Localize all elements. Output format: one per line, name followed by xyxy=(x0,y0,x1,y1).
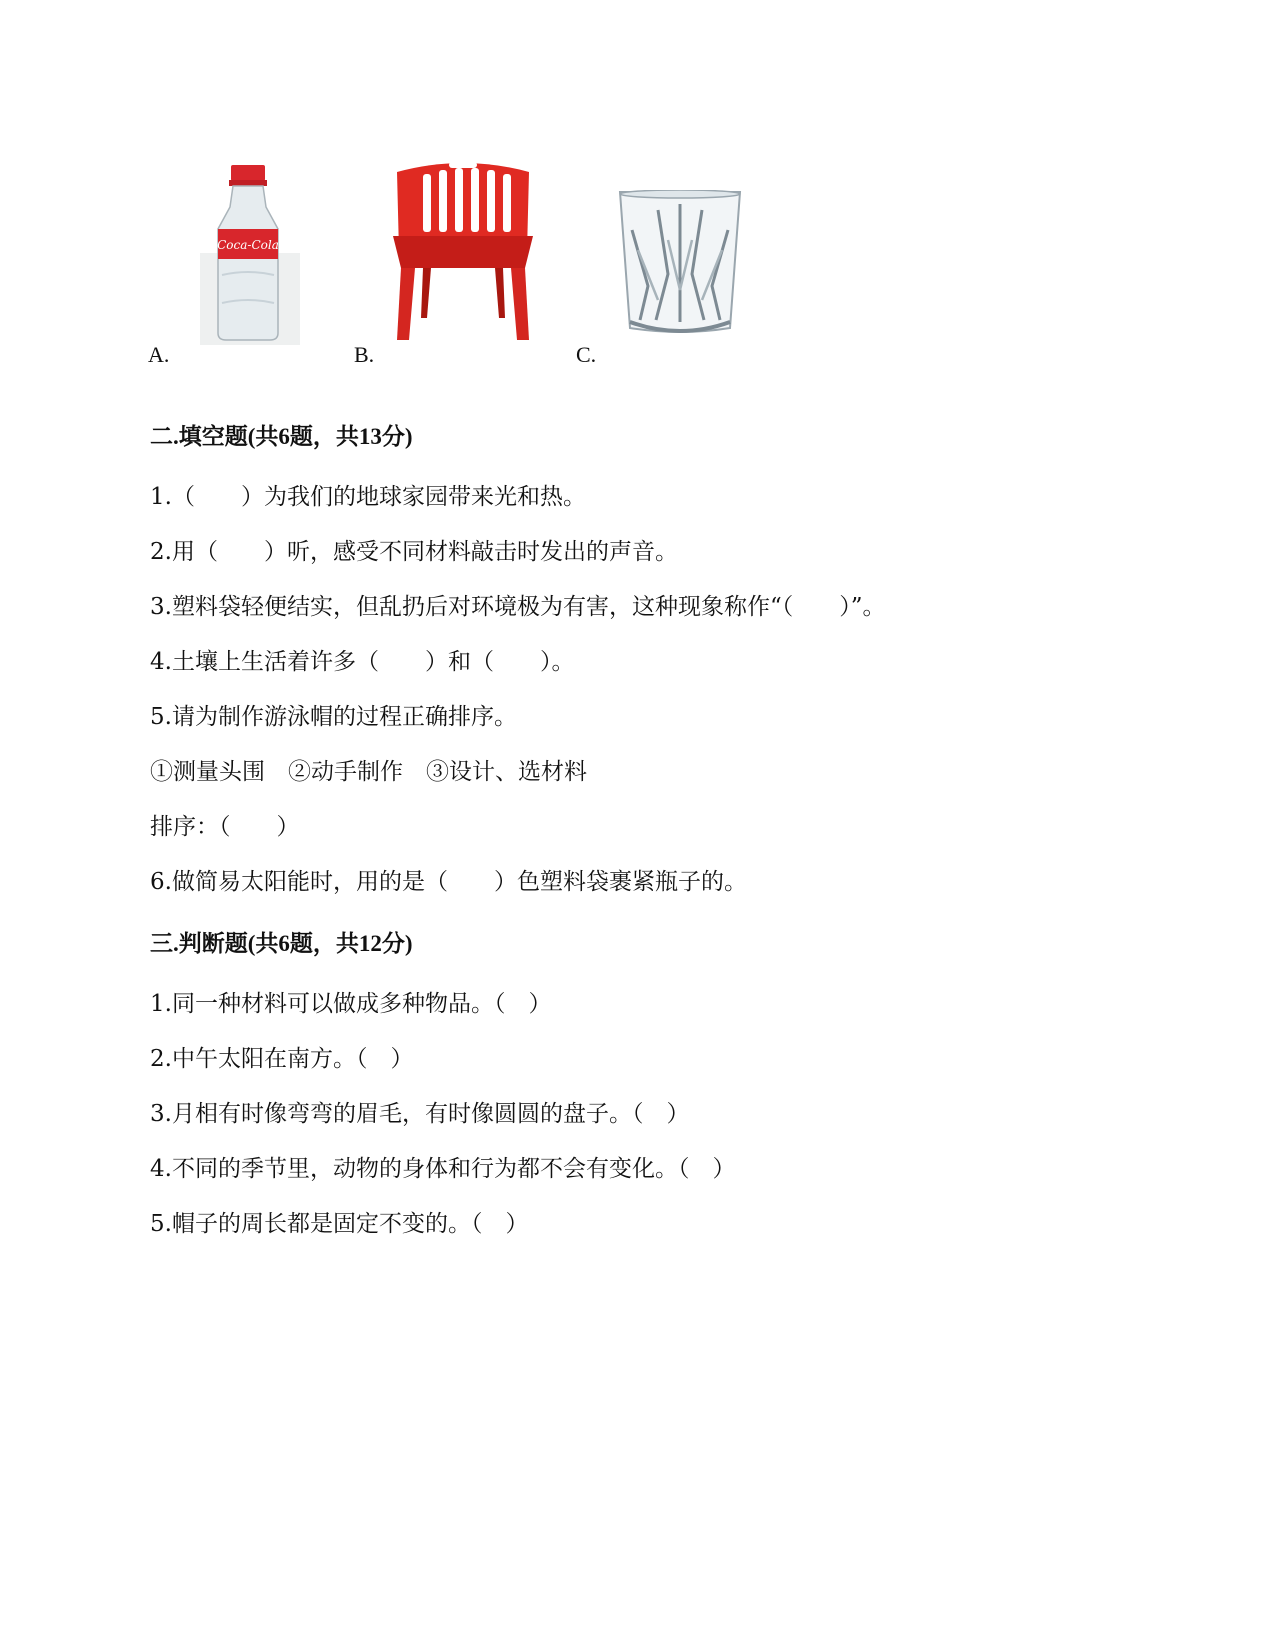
section-2-title: 二.填空题(共6题，共13分) xyxy=(150,424,413,449)
fill-question-6: 6.做简易太阳能时，用的是（ ）色塑料袋裹紧瓶子的。 xyxy=(150,869,747,895)
fill-question-5-steps: ①测量头围 ②动手制作 ③设计、选材料 xyxy=(150,759,587,785)
plastic-chair-image xyxy=(393,160,533,345)
fill-question-1: 1.（ ）为我们的地球家园带来光和热。 xyxy=(150,484,586,510)
option-c-label: C. xyxy=(576,342,597,367)
judge-question-2: 2.中午太阳在南方。（ ） xyxy=(150,1046,414,1072)
glass-cup-image xyxy=(618,190,742,340)
bottle-brand-logo: Coca-Cola xyxy=(217,238,279,252)
plastic-bottle-image xyxy=(200,165,300,345)
fill-question-5: 5.请为制作游泳帽的过程正确排序。 xyxy=(150,704,517,730)
judge-question-4: 4.不同的季节里，动物的身体和行为都不会有变化。（ ） xyxy=(150,1156,736,1182)
fill-question-2: 2.用（ ）听，感受不同材料敲击时发出的声音。 xyxy=(150,539,678,565)
judge-question-3: 3.月相有时像弯弯的眉毛，有时像圆圆的盘子。（ ） xyxy=(150,1101,690,1127)
option-a-label: A. xyxy=(148,342,170,367)
section-3-title: 三.判断题(共6题，共12分) xyxy=(150,931,413,956)
judge-question-5: 5.帽子的周长都是固定不变的。（ ） xyxy=(150,1211,529,1237)
fill-question-5-answer: 排序：（ ） xyxy=(150,814,300,840)
judge-question-1: 1.同一种材料可以做成多种物品。（ ） xyxy=(150,991,552,1017)
fill-question-3: 3.塑料袋轻便结实，但乱扔后对环境极为有害，这种现象称作“（ ）”。 xyxy=(150,594,886,620)
option-b-label: B. xyxy=(354,342,375,367)
fill-question-4: 4.土壤上生活着许多（ ）和（ ）。 xyxy=(150,649,575,675)
